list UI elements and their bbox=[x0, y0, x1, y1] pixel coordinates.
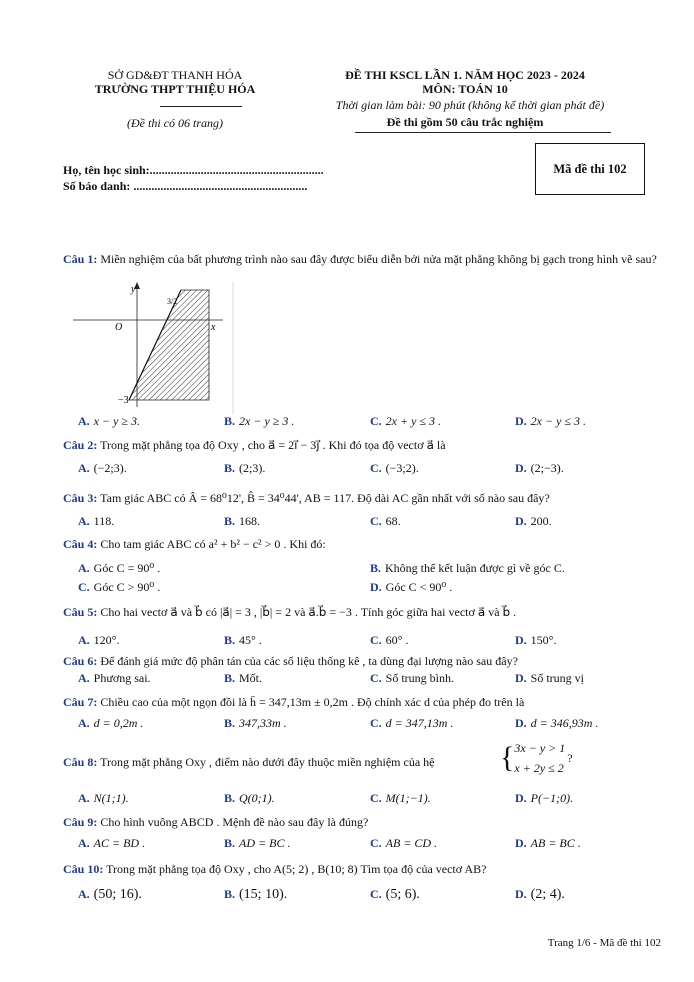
option-letter: D. bbox=[515, 887, 527, 901]
q7-option-c[interactable] bbox=[370, 716, 453, 731]
q6-option-b[interactable] bbox=[224, 671, 262, 686]
option-letter: C. bbox=[370, 791, 382, 805]
q2-option-d[interactable] bbox=[515, 461, 564, 476]
option-letter: D. bbox=[515, 514, 527, 528]
option-letter: C. bbox=[370, 671, 382, 685]
option-letter: D. bbox=[515, 791, 527, 805]
option-letter: A. bbox=[78, 633, 90, 647]
option-text: (50; 16). bbox=[93, 887, 142, 902]
question-mark: ? bbox=[567, 750, 573, 765]
option-text: (2; 4). bbox=[530, 887, 565, 902]
q5-option-d[interactable] bbox=[515, 633, 556, 648]
x-intercept-label: 3/2 bbox=[167, 297, 178, 306]
school-name: TRƯỜNG THPT THIỆU HÓA bbox=[94, 82, 256, 96]
inequality-system bbox=[500, 738, 573, 778]
option-letter: D. bbox=[515, 461, 527, 475]
q3-option-a[interactable] bbox=[78, 514, 114, 529]
question-6 bbox=[63, 654, 663, 669]
option-text: 150°. bbox=[530, 633, 557, 647]
x-axis-label: x bbox=[211, 322, 216, 333]
option-letter: A. bbox=[78, 561, 90, 575]
option-text: Số trung bình. bbox=[385, 671, 455, 685]
student-name-field: Họ, tên học sinh:.......................................................... bbox=[63, 163, 324, 177]
q7-option-d[interactable] bbox=[515, 716, 598, 731]
question-label: Câu 3: bbox=[63, 491, 98, 505]
q7-option-b[interactable] bbox=[224, 716, 287, 731]
option-text: Góc C = 90⁰ . bbox=[93, 561, 161, 575]
option-text: AB = BC . bbox=[530, 836, 581, 850]
option-text: AD = BC . bbox=[239, 836, 291, 850]
option-letter: C. bbox=[370, 836, 382, 850]
question-text: Trong mặt phẳng tọa độ Oxy , cho a⃗ = 2i⃗ − 3j⃗ . Khi đó tọa độ vectơ a⃗ là bbox=[100, 438, 446, 452]
q2-option-b[interactable] bbox=[224, 461, 265, 476]
option-letter: B. bbox=[224, 633, 236, 647]
header-divider-right bbox=[355, 132, 611, 133]
exam-title: ĐỀ THI KSCL LẦN 1. NĂM HỌC 2023 - 2024 bbox=[345, 68, 585, 82]
question-label: Câu 2: bbox=[63, 438, 98, 452]
option-text: 347,33m . bbox=[239, 716, 287, 730]
option-letter: C. bbox=[370, 887, 382, 901]
option-text: (2;3). bbox=[239, 461, 266, 475]
option-text: d = 347,13m . bbox=[385, 716, 454, 730]
y-axis-label: y bbox=[131, 284, 136, 295]
option-letter: B. bbox=[370, 561, 382, 575]
q4-option-a[interactable] bbox=[78, 561, 160, 576]
option-text: M(1;−1). bbox=[385, 791, 431, 805]
question-label: Câu 6: bbox=[63, 654, 98, 668]
option-letter: D. bbox=[515, 716, 527, 730]
q4-option-d[interactable] bbox=[370, 580, 452, 595]
option-letter: A. bbox=[78, 514, 90, 528]
option-text: 118. bbox=[93, 514, 115, 528]
option-text: 45° . bbox=[239, 633, 262, 647]
q1-option-c[interactable] bbox=[370, 414, 441, 429]
q7-option-a[interactable] bbox=[78, 716, 143, 731]
q8-option-b[interactable] bbox=[224, 791, 275, 806]
option-text: 60° . bbox=[385, 633, 409, 647]
option-text: Không thể kết luận được gì về góc C. bbox=[385, 561, 565, 575]
option-text: Mốt. bbox=[239, 671, 263, 685]
option-text: d = 0,2m . bbox=[93, 716, 144, 730]
header-divider-left bbox=[160, 106, 242, 107]
option-text: P(−1;0). bbox=[530, 791, 574, 805]
q1-option-d[interactable] bbox=[515, 414, 586, 429]
option-text: 120°. bbox=[93, 633, 120, 647]
option-text: 200. bbox=[530, 514, 552, 528]
q1-option-b[interactable] bbox=[224, 414, 294, 429]
system-brace: { bbox=[500, 741, 515, 774]
q10-option-a[interactable] bbox=[78, 887, 142, 903]
option-text: Phương sai. bbox=[93, 671, 151, 685]
question-text: Tam giác ABC có Â = 68⁰12', B̂ = 34⁰44', AB = 117. Độ dài AC gần nhất với số nào sau đây? bbox=[100, 491, 550, 505]
question-text: Cho hình vuông ABCD . Mệnh đề nào sau đây là đúng? bbox=[100, 815, 369, 829]
subject: MÔN: TOÁN 10 bbox=[422, 82, 508, 96]
region-figure bbox=[63, 282, 243, 414]
q9-option-b[interactable] bbox=[224, 836, 290, 851]
question-text: Miền nghiệm của bất phương trình nào sau đây được biểu diễn bởi nửa mặt phẳng không bị gạch trong hình vẽ sau? bbox=[100, 252, 657, 266]
department-name: SỞ GD&ĐT THANH HÓA bbox=[107, 68, 243, 82]
option-text: x − y ≥ 3. bbox=[93, 414, 141, 428]
exam-code-box bbox=[535, 143, 645, 195]
option-letter: B. bbox=[224, 461, 236, 475]
question-10 bbox=[63, 862, 663, 877]
option-text: 2x − y ≤ 3 . bbox=[530, 414, 587, 428]
question-3 bbox=[63, 491, 663, 506]
option-letter: B. bbox=[224, 514, 236, 528]
q10-option-b[interactable] bbox=[224, 887, 287, 903]
option-letter: C. bbox=[370, 514, 382, 528]
option-letter: D. bbox=[515, 671, 527, 685]
option-letter: C. bbox=[370, 716, 382, 730]
q8-option-d[interactable] bbox=[515, 791, 573, 806]
question-label: Câu 4: bbox=[63, 537, 98, 551]
option-text: Q(0;1). bbox=[239, 791, 275, 805]
option-letter: A. bbox=[78, 836, 90, 850]
question-text: Để đánh giá mức độ phân tán của các số liệu thống kê , ta dùng đại lượng nào sau đây? bbox=[100, 654, 518, 668]
q5-option-a[interactable] bbox=[78, 633, 119, 648]
q2-option-c[interactable] bbox=[370, 461, 419, 476]
q6-option-d[interactable] bbox=[515, 671, 584, 686]
option-text: Số trung vị bbox=[530, 671, 585, 685]
q2-option-a[interactable] bbox=[78, 461, 127, 476]
exam-time: Thời gian làm bài: 90 phút (không kể thời gian phát đề) bbox=[335, 98, 605, 112]
student-id-field: Số báo danh: .......................................................... bbox=[63, 179, 308, 193]
option-letter: A. bbox=[78, 716, 90, 730]
question-label: Câu 7: bbox=[63, 695, 98, 709]
question-text: Trong mặt phẳng Oxy , điểm nào dưới đây thuộc miền nghiệm của hệ bbox=[100, 755, 435, 769]
q5-option-b[interactable] bbox=[224, 633, 262, 648]
q9-option-a[interactable] bbox=[78, 836, 145, 851]
question-8 bbox=[63, 755, 503, 770]
exam-code: Mã đề thi 102 bbox=[553, 161, 627, 176]
option-letter: D. bbox=[515, 836, 527, 850]
option-text: 68. bbox=[385, 514, 401, 528]
option-text: (−3;2). bbox=[385, 461, 419, 475]
option-text: (15; 10). bbox=[239, 887, 288, 902]
option-text: 2x + y ≤ 3 . bbox=[385, 414, 442, 428]
option-letter: C. bbox=[370, 414, 382, 428]
q10-option-c[interactable] bbox=[370, 887, 420, 903]
option-letter: A. bbox=[78, 671, 90, 685]
option-letter: D. bbox=[515, 633, 527, 647]
option-letter: B. bbox=[224, 414, 236, 428]
y-intercept-label: −3 bbox=[118, 395, 129, 406]
question-4 bbox=[63, 537, 663, 552]
origin-label: O bbox=[115, 322, 123, 333]
system-line-1: 3x − y > 1 bbox=[514, 741, 566, 755]
question-text: Cho hai vectơ a⃗ và b⃗ có |a⃗| = 3 , |b⃗| = 2 và a⃗.b⃗ = −3 . Tính góc giữa hai vectơ a⃗ và b⃗ . bbox=[100, 605, 517, 619]
q4-option-b[interactable] bbox=[370, 561, 565, 576]
option-letter: C. bbox=[370, 633, 382, 647]
q3-option-c[interactable] bbox=[370, 514, 401, 529]
option-text: (−2;3). bbox=[93, 461, 127, 475]
option-letter: A. bbox=[78, 791, 90, 805]
q10-option-d[interactable] bbox=[515, 887, 565, 903]
option-letter: B. bbox=[224, 887, 236, 901]
q3-option-b[interactable] bbox=[224, 514, 260, 529]
question-count: Đề thi gồm 50 câu trắc nghiệm bbox=[386, 115, 544, 129]
pages-note: (Đề thi có 06 trang) bbox=[127, 116, 223, 130]
option-letter: A. bbox=[78, 887, 90, 901]
option-letter: C. bbox=[370, 461, 382, 475]
q6-option-c[interactable] bbox=[370, 671, 454, 686]
q1-option-a[interactable] bbox=[78, 414, 140, 429]
system-line-2: x + 2y ≤ 2 bbox=[514, 761, 564, 775]
page-footer: Trang 1/6 - Mã đề thi 102 bbox=[547, 937, 661, 949]
hatched-region bbox=[129, 290, 209, 400]
option-letter: B. bbox=[224, 716, 236, 730]
question-label: Câu 10: bbox=[63, 862, 104, 876]
option-text: 2x − y ≥ 3 . bbox=[239, 414, 295, 428]
option-letter: A. bbox=[78, 414, 90, 428]
option-text: d = 346,93m . bbox=[530, 716, 599, 730]
q8-option-c[interactable] bbox=[370, 791, 431, 806]
question-1 bbox=[63, 252, 663, 267]
option-text: Góc C > 90⁰ . bbox=[93, 580, 161, 594]
question-2 bbox=[63, 438, 663, 453]
option-letter: B. bbox=[224, 671, 236, 685]
question-text: Trong mặt phẳng tọa độ Oxy , cho A(5; 2) , B(10; 8) Tìm tọa độ của vectơ AB? bbox=[106, 862, 487, 876]
question-label: Câu 1: bbox=[63, 252, 98, 266]
option-letter: D. bbox=[515, 414, 527, 428]
option-text: AC = BD . bbox=[93, 836, 146, 850]
option-letter: D. bbox=[370, 580, 382, 594]
option-letter: B. bbox=[224, 791, 236, 805]
question-7 bbox=[63, 695, 663, 710]
question-label: Câu 5: bbox=[63, 605, 98, 619]
option-text: 168. bbox=[239, 514, 261, 528]
question-9 bbox=[63, 815, 663, 830]
question-5 bbox=[63, 605, 663, 620]
q4-option-c[interactable] bbox=[78, 580, 160, 595]
question-label: Câu 9: bbox=[63, 815, 98, 829]
q5-option-c[interactable] bbox=[370, 633, 408, 648]
question-text: Cho tam giác ABC có a² + b² − c² > 0 . Khi đó: bbox=[100, 537, 326, 551]
question-text: Chiều cao của một ngọn đồi là h̄ = 347,13m ± 0,2m . Độ chính xác d của phép đo trên là bbox=[100, 695, 525, 709]
option-text: Góc C < 90⁰ . bbox=[385, 580, 453, 594]
option-text: AB = CD . bbox=[385, 836, 438, 850]
q3-option-d[interactable] bbox=[515, 514, 552, 529]
option-letter: A. bbox=[78, 461, 90, 475]
option-letter: B. bbox=[224, 836, 236, 850]
q9-option-d[interactable] bbox=[515, 836, 581, 851]
option-text: N(1;1). bbox=[93, 791, 129, 805]
q6-option-a[interactable] bbox=[78, 671, 151, 686]
q9-option-c[interactable] bbox=[370, 836, 437, 851]
option-text: (2;−3). bbox=[530, 461, 564, 475]
option-text: (5; 6). bbox=[385, 887, 420, 902]
option-letter: C. bbox=[78, 580, 90, 594]
question-label: Câu 8: bbox=[63, 755, 98, 769]
q8-option-a[interactable] bbox=[78, 791, 129, 806]
